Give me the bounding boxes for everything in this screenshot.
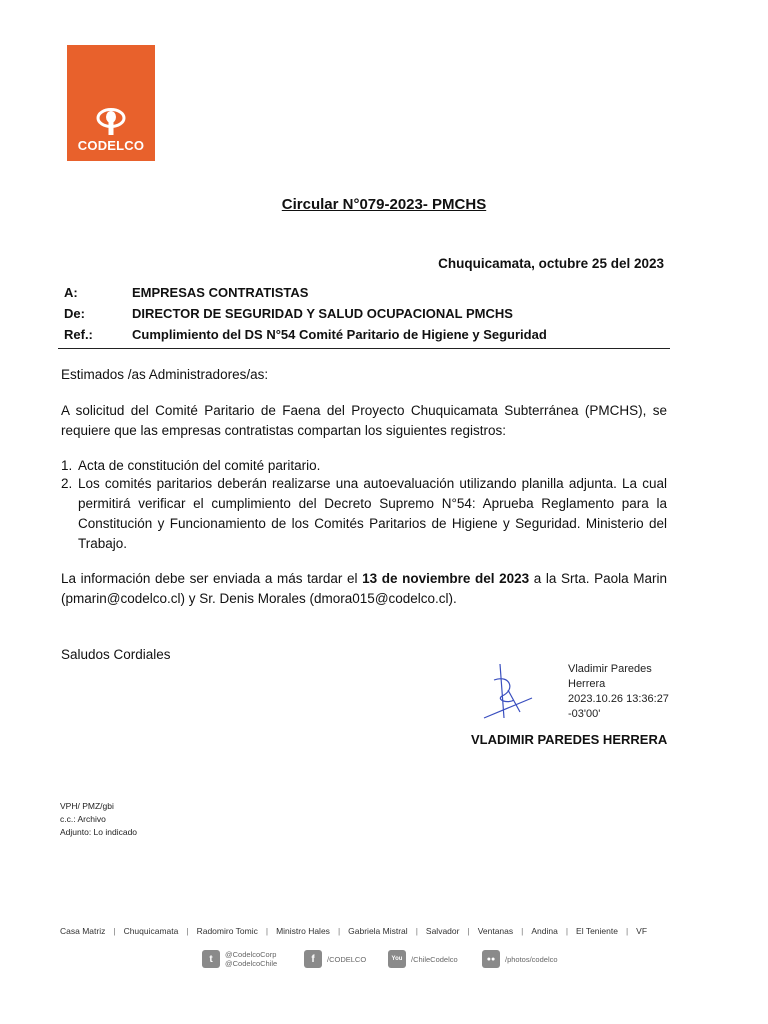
header-value: EMPRESAS CONTRATISTAS	[132, 285, 309, 300]
header-key: De:	[64, 306, 85, 321]
logo-wordmark: CODELCO	[77, 138, 145, 153]
signature-line: -03'00'	[568, 708, 601, 720]
signature-line: Herrera	[568, 678, 606, 690]
header-divider	[58, 348, 670, 349]
social-youtube[interactable]	[388, 947, 458, 971]
division-name: Casa Matriz	[60, 926, 106, 936]
social-handle: /CODELCO	[327, 954, 367, 964]
handwritten-signature	[480, 660, 536, 722]
list-text: Los comités paritarios deberán realizarse una autoevaluación utilizando planilla adjunta. La cual permitirá verificar el cumplimiento del Decreto Supremo N°54: Aprueba Reglamento para la Constitución y Funcionamiento de los Comités Paritarios de Higiene y Seguridad. Ministerio del Trabajo.	[78, 476, 667, 551]
division-name: Ventanas	[477, 926, 514, 936]
footer-note: VPH/ PMZ/gbi	[60, 801, 114, 811]
codelco-logo	[67, 45, 155, 161]
footer-notes	[60, 800, 137, 839]
social-handle: /ChileCodelco	[411, 954, 458, 964]
list-item	[61, 474, 667, 554]
signature-line: Vladimir Paredes	[568, 663, 652, 675]
signer-name: VLADIMIR PAREDES HERRERA	[471, 732, 668, 747]
division-name: Andina	[531, 926, 558, 936]
header-value: Cumplimiento del DS N°54 Comité Paritario de Higiene y Seguridad	[132, 327, 547, 342]
info-paragraph	[61, 569, 667, 609]
division-name: Ministro Hales	[276, 926, 330, 936]
intro-paragraph: A solicitud del Comité Paritario de Faena del Proyecto Chuquicamata Subterránea (PMCHS), se requiere que las empresas contratistas compartan los siguientes registros:	[61, 403, 667, 438]
codelco-emblem-icon	[93, 107, 129, 137]
list-number: 1.	[61, 458, 73, 473]
circular-title: Circular N°079-2023- PMCHS	[281, 196, 487, 213]
closing: Saludos Cordiales	[61, 647, 171, 662]
social-flickr[interactable]	[482, 947, 558, 971]
social-handle: /photos/codelco	[505, 954, 558, 964]
division-name: Chuquicamata	[123, 926, 179, 936]
digital-signature-info	[568, 662, 669, 722]
division-name: VF	[636, 926, 648, 936]
list-text: Acta de constitución del comité paritario.	[78, 458, 321, 473]
social-handle: @CodelcoChile	[225, 959, 278, 968]
info-prefix: La información debe ser enviada a más tardar el	[61, 571, 363, 586]
footer-note: c.c.: Archivo	[60, 814, 106, 824]
division-name: Gabriela Mistral	[348, 926, 408, 936]
flickr-icon: ●●	[482, 950, 500, 968]
twitter-icon: t	[202, 950, 220, 968]
social-facebook[interactable]	[304, 947, 366, 971]
facebook-icon: f	[304, 950, 322, 968]
date-line: Chuquicamata, octubre 25 del 2023	[438, 256, 664, 271]
social-handle: @CodelcoCorp	[225, 950, 277, 959]
divisions-list: Casa Matriz | Chuquicamata | Radomiro Tomic | Ministro Hales | Gabriela Mistral | Salvador | Ventanas | Andina | El Teniente | VF	[60, 926, 648, 936]
header-key: A:	[64, 285, 78, 300]
deadline-date: 13 de noviembre del 2023	[362, 571, 530, 586]
header-key: Ref.:	[64, 327, 93, 342]
greeting: Estimados /as Administradores/as:	[61, 367, 269, 382]
header-value: DIRECTOR DE SEGURIDAD Y SALUD OCUPACIONAL PMCHS	[132, 306, 513, 321]
youtube-icon: You	[388, 950, 406, 968]
list-number: 2.	[61, 476, 73, 491]
info-suffix: a la Srta. Paola Marin (pmarin@codelco.cl) y Sr. Denis Morales (dmora015@codelco.cl).	[61, 571, 667, 606]
social-twitter[interactable]	[202, 947, 277, 971]
list-item	[61, 456, 667, 476]
signature-line: 2023.10.26 13:36:27	[568, 693, 669, 705]
division-name: Salvador	[425, 926, 460, 936]
division-name: Radomiro Tomic	[196, 926, 258, 936]
footer-note: Adjunto: Lo indicado	[60, 827, 138, 837]
division-name: El Teniente	[576, 926, 618, 936]
